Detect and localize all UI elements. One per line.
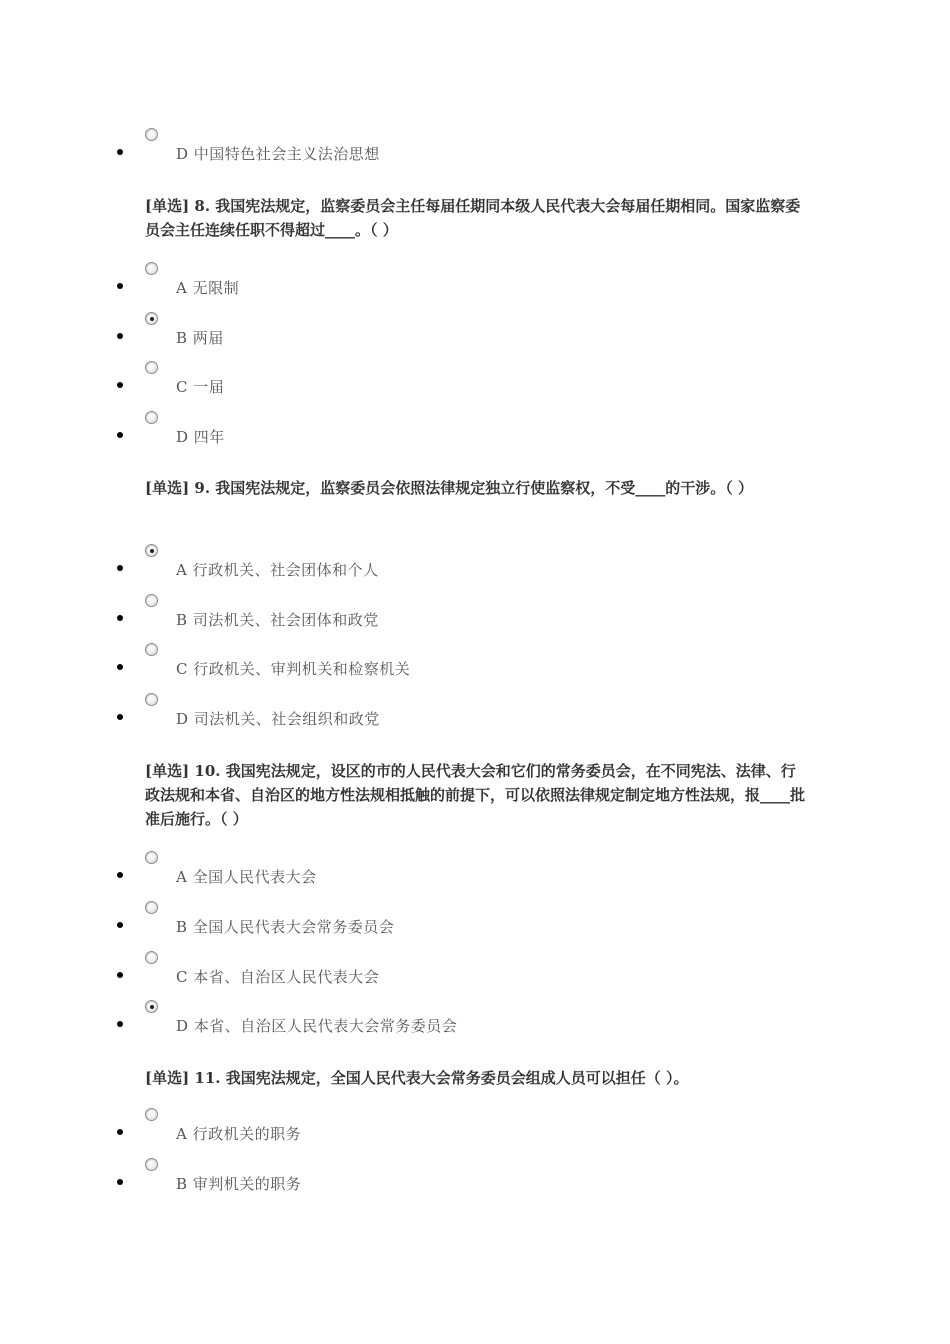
option-label: C 本省、自治区人民代表大会 — [176, 968, 380, 986]
answer-option[interactable] — [0, 1158, 900, 1198]
option-label: A 全国人民代表大会 — [176, 868, 317, 886]
option-label: D 四年 — [176, 428, 225, 446]
list-bullet-icon — [117, 1179, 123, 1185]
radio-button[interactable] — [145, 594, 158, 607]
answer-option[interactable] — [0, 1000, 900, 1040]
option-label: D 司法机关、社会组织和政党 — [176, 710, 380, 728]
radio-button[interactable] — [145, 361, 158, 374]
radio-button-checked[interactable] — [145, 312, 158, 325]
answer-option[interactable] — [0, 128, 900, 168]
question-text: [单选] 10. 我国宪法规定，设区的市的人民代表大会和它们的常务委员会，在不同宪法、法律、行政法规和本省、自治区的地方性法规相抵触的前提下，可以依照法律规定制定地方性法规，报____批准后施行。（ ） — [145, 762, 806, 828]
option-label: B 司法机关、社会团体和政党 — [176, 611, 379, 629]
option-label: A 无限制 — [176, 279, 240, 297]
radio-button[interactable] — [145, 1158, 158, 1171]
option-label: B 审判机关的职务 — [176, 1175, 302, 1193]
answer-option[interactable] — [0, 544, 900, 584]
option-label: A 行政机关、社会团体和个人 — [176, 561, 379, 579]
list-bullet-icon — [117, 922, 123, 928]
radio-button[interactable] — [145, 951, 158, 964]
question-text: [单选] 8. 我国宪法规定，监察委员会主任每届任期同本级人民代表大会每届任期相同。国家监察委员会主任连续任职不得超过____。（ ） — [145, 197, 801, 239]
answer-option[interactable] — [0, 262, 900, 302]
option-label: D 本省、自治区人民代表大会常务委员会 — [176, 1017, 458, 1035]
question-text: [单选] 9. 我国宪法规定，监察委员会依照法律规定独立行使监察权，不受____的干涉。（ ） — [145, 479, 754, 497]
list-bullet-icon — [117, 432, 123, 438]
list-bullet-icon — [117, 972, 123, 978]
option-label: C 行政机关、审判机关和检察机关 — [176, 660, 411, 678]
radio-button-checked[interactable] — [145, 544, 158, 557]
option-label: C 一届 — [176, 378, 225, 396]
answer-option[interactable] — [0, 312, 900, 352]
list-bullet-icon — [117, 382, 123, 388]
answer-option[interactable] — [0, 693, 900, 733]
answer-option[interactable] — [0, 643, 900, 683]
list-bullet-icon — [117, 283, 123, 289]
option-label: A 行政机关的职务 — [176, 1125, 302, 1143]
list-bullet-icon — [117, 714, 123, 720]
radio-button[interactable] — [145, 1108, 158, 1121]
answer-option[interactable] — [0, 1108, 900, 1148]
radio-button[interactable] — [145, 262, 158, 275]
radio-button[interactable] — [145, 851, 158, 864]
answer-option[interactable] — [0, 361, 900, 401]
radio-button[interactable] — [145, 901, 158, 914]
option-label: B 两届 — [176, 329, 224, 347]
list-bullet-icon — [117, 1129, 123, 1135]
list-bullet-icon — [117, 1021, 123, 1027]
radio-button[interactable] — [145, 693, 158, 706]
answer-option[interactable] — [0, 594, 900, 634]
option-label: B 全国人民代表大会常务委员会 — [176, 918, 395, 936]
radio-button[interactable] — [145, 411, 158, 424]
radio-button[interactable] — [145, 128, 158, 141]
list-bullet-icon — [117, 664, 123, 670]
list-bullet-icon — [117, 615, 123, 621]
answer-option[interactable] — [0, 901, 900, 941]
radio-button-checked[interactable] — [145, 1000, 158, 1013]
question-text: [单选] 11. 我国宪法规定，全国人民代表大会常务委员会组成人员可以担任（ ）。 — [145, 1069, 689, 1087]
answer-option[interactable] — [0, 851, 900, 891]
list-bullet-icon — [117, 333, 123, 339]
radio-button[interactable] — [145, 643, 158, 656]
list-bullet-icon — [117, 149, 123, 155]
list-bullet-icon — [117, 565, 123, 571]
option-label: D 中国特色社会主义法治思想 — [176, 145, 380, 163]
list-bullet-icon — [117, 872, 123, 878]
answer-option[interactable] — [0, 411, 900, 451]
answer-option[interactable] — [0, 951, 900, 991]
